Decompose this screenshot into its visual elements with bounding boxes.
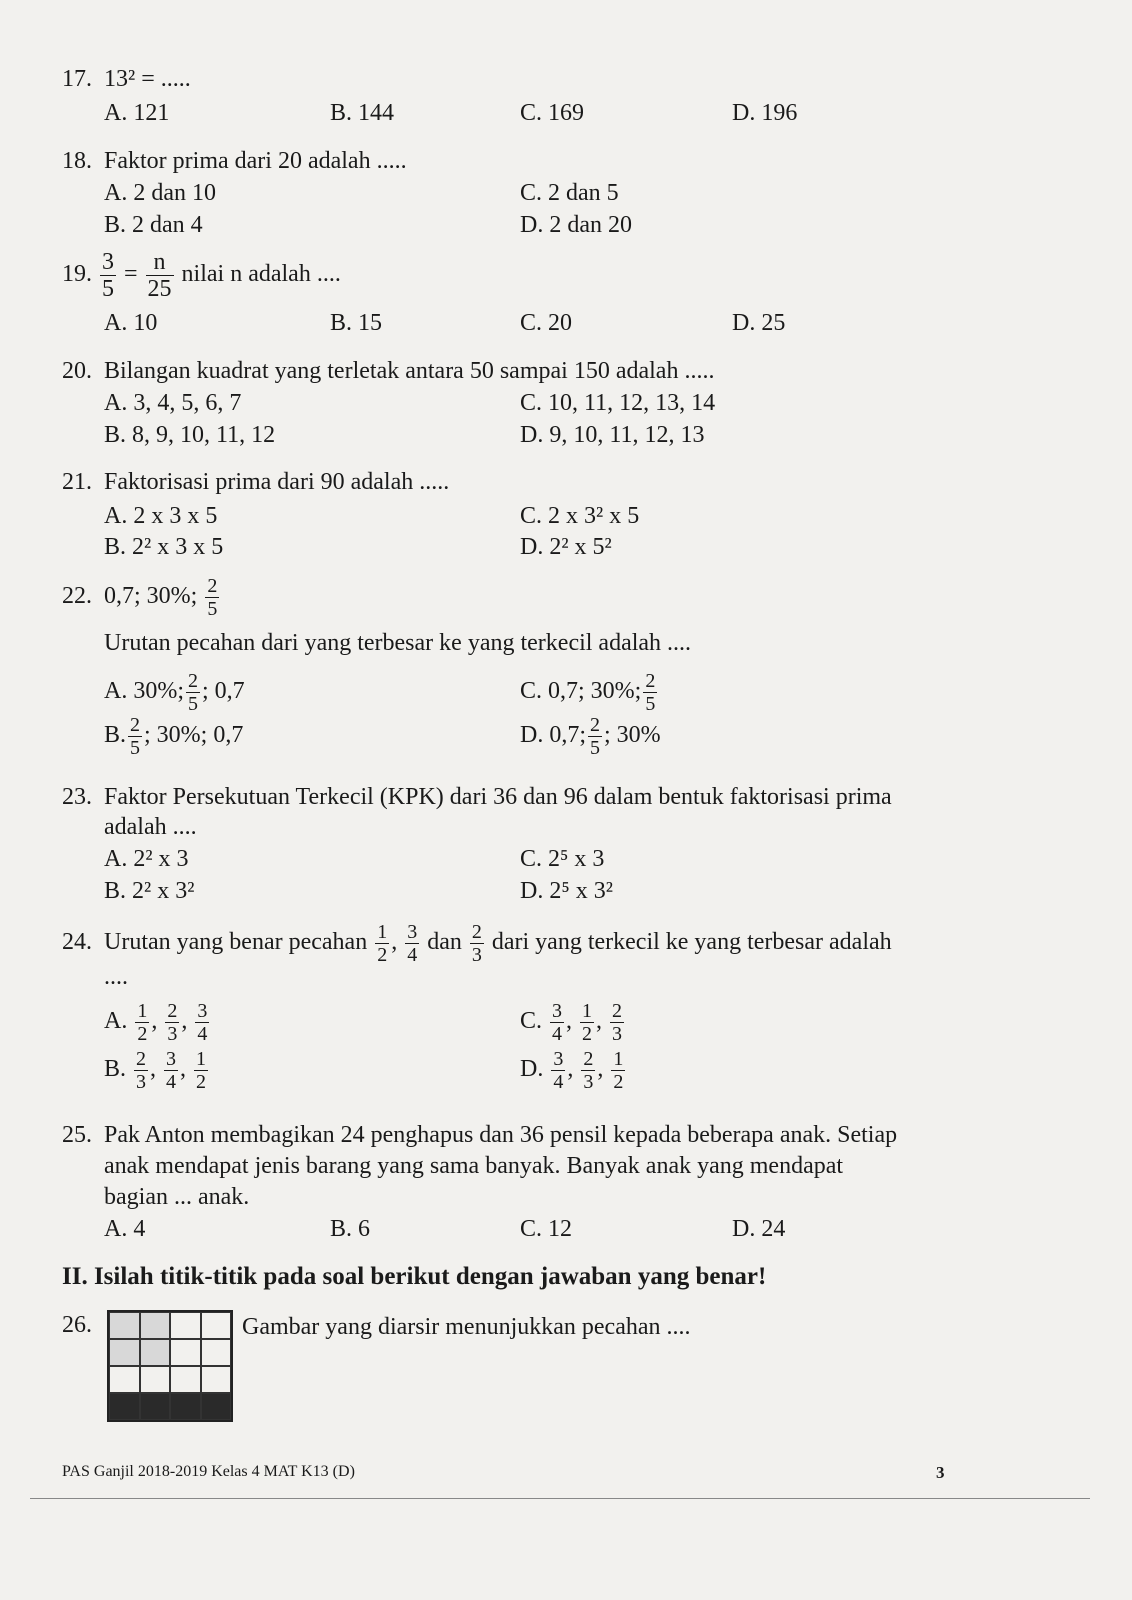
q26-number: 26. bbox=[62, 1312, 92, 1338]
q20 bbox=[62, 356, 714, 386]
shaded-fraction-grid bbox=[107, 1310, 233, 1422]
q20-stem: Bilangan kuadrat yang terletak antara 50 sampai 150 adalah ..... bbox=[104, 358, 715, 384]
q20-option-b: B. 8, 9, 10, 11, 12 bbox=[104, 422, 276, 448]
q22 bbox=[62, 572, 221, 620]
q22-fraction: $\frac{2}{5}$ bbox=[207, 574, 218, 620]
q19-option-c: C. 20 bbox=[520, 310, 573, 336]
q21-option-c: C. 2 x 3² x 5 bbox=[520, 503, 640, 529]
q25-number: 25. bbox=[62, 1122, 92, 1148]
q25-option-c: C. 12 bbox=[520, 1216, 573, 1242]
q23-option-a: A. 2² x 3 bbox=[104, 846, 189, 872]
q24: 24. Urutan yang benar pecahan $\frac{1}{2}$ , $\frac{3}{4}$ dan $\frac{2}{3}$ dari yang terkecil ke yang terbesar adalah bbox=[62, 920, 892, 966]
q23-number: 23. bbox=[62, 784, 92, 810]
q24-stem-end: .... bbox=[104, 964, 128, 990]
q25-line1: Pak Anton membagikan 24 penghapus dan 36 pensil kepada beberapa anak. Setiap bbox=[104, 1122, 898, 1148]
q17 bbox=[62, 64, 191, 94]
q24-option-c: C. $\frac{3}{4}$ , $\frac{1}{2}$ , $\frac{2}{3}$ bbox=[520, 999, 623, 1045]
q22-stem: 0,7; 30%; bbox=[104, 583, 198, 609]
q20-option-a: A. 3, 4, 5, 6, 7 bbox=[104, 390, 242, 416]
q18-option-b: B. 2 dan 4 bbox=[104, 212, 203, 238]
q18 bbox=[62, 146, 407, 176]
q22-option-a: A. 30%; $\frac{2}{5}$ ; 0,7 bbox=[104, 669, 245, 715]
q19-option-b: B. 15 bbox=[330, 310, 383, 336]
q21 bbox=[62, 467, 449, 497]
q21-option-a: A. 2 x 3 x 5 bbox=[104, 503, 218, 529]
q23-option-d: D. 2⁵ x 3² bbox=[520, 878, 613, 904]
q20-number: 20. bbox=[62, 358, 92, 384]
q25 bbox=[62, 1120, 897, 1150]
q25-option-a: A. 4 bbox=[104, 1216, 146, 1242]
q26-stem: Gambar yang diarsir menunjukkan pecahan .... bbox=[242, 1314, 691, 1340]
q17-option-c: C. 169 bbox=[520, 100, 585, 126]
q24-number: 24. bbox=[62, 929, 92, 955]
q22-option-d: D. 0,7; $\frac{2}{5}$ ; 30% bbox=[520, 713, 661, 759]
section-2-heading: II. Isilah titik-titik pada soal berikut dengan jawaban yang benar! bbox=[62, 1263, 767, 1290]
q19-fraction-left: $\frac{3}{5}$ bbox=[102, 248, 114, 302]
q18-option-d: D. 2 dan 20 bbox=[520, 212, 632, 238]
q22-option-b: B. $\frac{2}{5}$ ; 30%; 0,7 bbox=[104, 713, 244, 759]
q21-option-b: B. 2² x 3 x 5 bbox=[104, 534, 224, 560]
q18-number: 18. bbox=[62, 148, 92, 174]
q17-option-a: A. 121 bbox=[104, 100, 170, 126]
q25-option-d: D. 24 bbox=[732, 1216, 786, 1242]
q17-number: 17. bbox=[62, 66, 92, 92]
q22-option-c: C. 0,7; 30%; $\frac{2}{5}$ bbox=[520, 669, 656, 715]
q24-option-a: A. $\frac{1}{2}$ , $\frac{2}{3}$ , $\frac{3}{4}$ bbox=[104, 999, 208, 1045]
footer-text: PAS Ganjil 2018-2019 Kelas 4 MAT K13 (D) bbox=[62, 1463, 355, 1480]
q25-line3: bagian ... anak. bbox=[104, 1184, 250, 1210]
q17-option-d: D. 196 bbox=[732, 100, 798, 126]
q19-stem: nilai n adalah .... bbox=[181, 261, 341, 287]
q25-option-b: B. 6 bbox=[330, 1216, 371, 1242]
q18-option-a: A. 2 dan 10 bbox=[104, 180, 216, 206]
q18-stem: Faktor prima dari 20 adalah ..... bbox=[104, 148, 407, 174]
q22-instruction: Urutan pecahan dari yang terbesar ke yang terkecil adalah .... bbox=[104, 630, 692, 656]
q24-option-d: D. $\frac{3}{4}$ , $\frac{2}{3}$ , $\frac{1}{2}$ bbox=[520, 1047, 624, 1093]
q25-line2: anak mendapat jenis barang yang sama banyak. Banyak anak yang mendapat bbox=[104, 1153, 844, 1179]
q23-option-b: B. 2² x 3² bbox=[104, 878, 195, 904]
q17-stem: 13² = ..... bbox=[104, 66, 191, 92]
q20-option-c: C. 10, 11, 12, 13, 14 bbox=[520, 390, 716, 416]
q23-option-c: C. 2⁵ x 3 bbox=[520, 846, 605, 872]
q23 bbox=[62, 782, 892, 812]
q23-stem-line1: Faktor Persekutuan Terkecil (KPK) dari 36 dan 96 dalam bentuk faktorisasi prima bbox=[104, 784, 892, 810]
q22-number: 22. bbox=[62, 583, 92, 609]
page-number: 3 bbox=[936, 1463, 945, 1482]
q24-option-b: B. $\frac{2}{3}$ , $\frac{3}{4}$ , $\frac{1}{2}$ bbox=[104, 1047, 207, 1093]
q19-option-a: A. 10 bbox=[104, 310, 158, 336]
q23-stem-line2: adalah .... bbox=[104, 814, 197, 840]
q17-option-b: B. 144 bbox=[330, 100, 395, 126]
q21-option-d: D. 2² x 5² bbox=[520, 534, 612, 560]
q19-fraction-right: $\frac{n}{25}$ bbox=[147, 248, 172, 302]
q21-number: 21. bbox=[62, 469, 92, 495]
q20-option-d: D. 9, 10, 11, 12, 13 bbox=[520, 422, 705, 448]
q19-option-d: D. 25 bbox=[732, 310, 786, 336]
q18-option-c: C. 2 dan 5 bbox=[520, 180, 619, 206]
q19-number: 19. bbox=[62, 261, 92, 287]
bottom-rule bbox=[30, 1498, 1090, 1499]
q19: 19. $\frac{3}{5}$ = $\frac{n}{25}$ nilai n adalah .... bbox=[62, 248, 341, 302]
q21-stem: Faktorisasi prima dari 90 adalah ..... bbox=[104, 469, 450, 495]
